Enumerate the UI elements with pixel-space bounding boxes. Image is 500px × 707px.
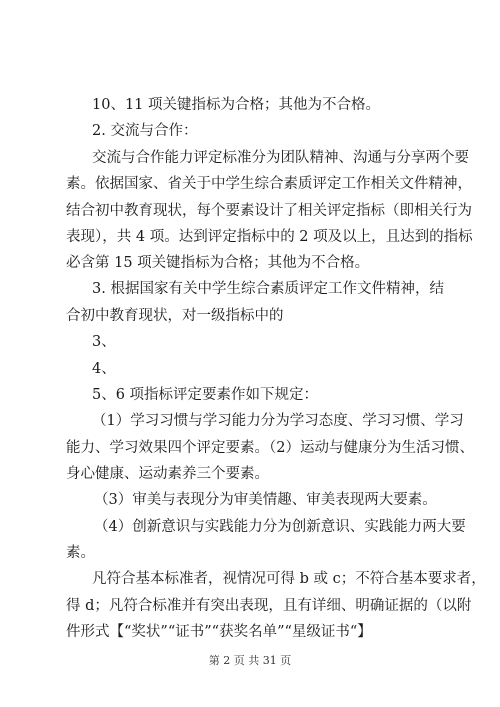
text-line: 4、: [92, 361, 116, 377]
text-line: 交流与合作能力评定标准分为团队精神、沟通与分享两个要: [92, 150, 469, 166]
text-line: 凡符合基本标准者，视情况可得 b 或 c；不符合基本要求者，: [92, 571, 486, 587]
text-line: 得 d；凡符合标准并有突出表现，且有详细、明确证据的（以附: [66, 598, 472, 614]
text-line: 2. 交流与合作：: [92, 123, 198, 139]
text-line: （3）审美与表现分为审美情趣、审美表现两大要素。: [94, 492, 437, 508]
text-line: 必含第 15 项关键指标为合格；其他为不合格。: [66, 255, 370, 271]
text-line: （1）学习习惯与学习能力分为学习态度、学习习惯、学习: [92, 413, 464, 429]
text-line: 能力、学习效果四个评定要素。（2）运动与健康分为生活习惯、: [66, 440, 474, 456]
text-line: 结合初中教育现状，每个要素设计了相关评定指标（即相关行为: [66, 203, 472, 219]
text-line: 身心健康、运动素养三个要素。: [66, 466, 269, 482]
text-line: 3、: [92, 334, 116, 350]
text-line: 表现），共 4 项。达到评定指标中的 2 项及以上，且达到的指标: [66, 229, 473, 245]
text-line: 素。: [66, 545, 95, 561]
text-line: 3. 根据国家有关中学生综合素质评定工作文件精神，结: [92, 281, 444, 297]
text-line: 10、11 项关键指标为合格；其他为不合格。: [92, 97, 381, 113]
text-line: 件形式【“奖状”“证书”“获奖名单”“星级证书“】: [66, 624, 372, 640]
text-line: 5、6 项指标评定要素作如下规定：: [92, 387, 319, 403]
page-number-footer: 第 2 页 共 31 页: [208, 654, 292, 667]
text-line: 合初中教育现状，对一级指标中的: [66, 308, 284, 324]
text-line: 素。依据国家、省关于中学生综合素质评定工作相关文件精神，: [66, 176, 472, 192]
text-line: （4）创新意识与实践能力分为创新意识、实践能力两大要: [94, 519, 466, 535]
